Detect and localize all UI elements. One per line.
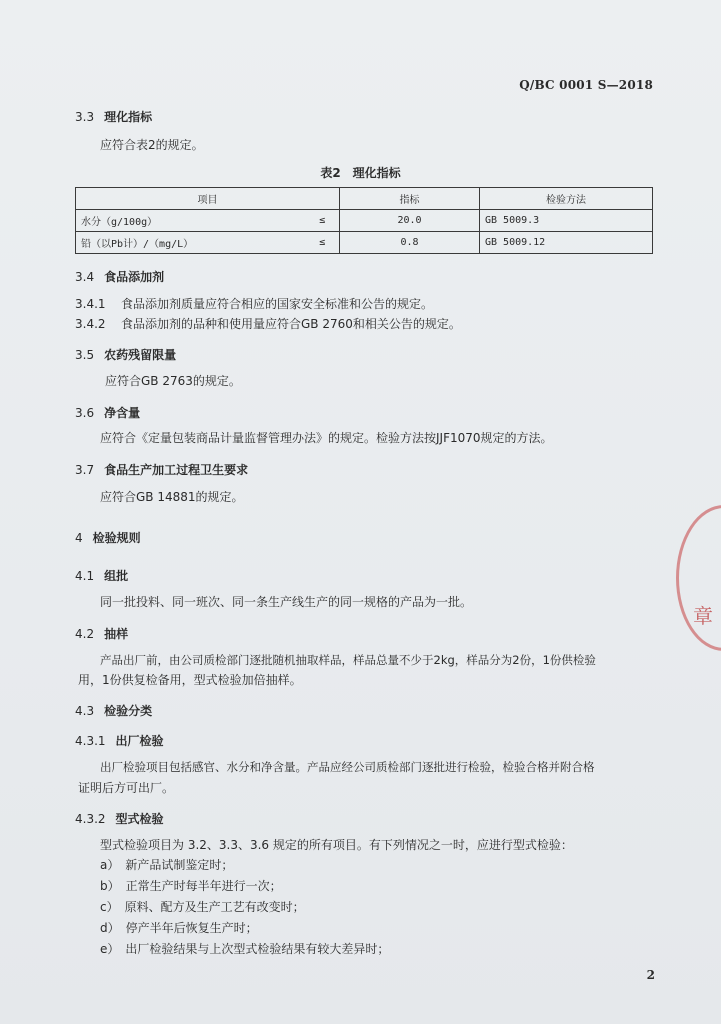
- standard-code: Q/BC 0001 S—2018: [519, 78, 653, 92]
- section-3-5-heading: 3.5 农药残留限量: [75, 348, 177, 362]
- section-4-3-2-heading: 4.3.2 型式检验: [75, 812, 164, 826]
- row-method: GB 5009.12: [480, 232, 653, 254]
- section-3-6-text: 应符合《定量包装商品计量监督管理办法》的规定。检验方法按JJF1070规定的方法。: [100, 431, 553, 445]
- section-4-2-line-1: 产品出厂前，由公司质检部门逐批随机抽取样品，样品总量不少于2kg，样品分为2份，1份供检验: [100, 653, 596, 667]
- list-item: a） 新产品试制鉴定时；: [100, 858, 234, 872]
- list-item: c） 原料、配方及生产工艺有改变时；: [100, 900, 305, 914]
- list-item: e） 出厂检验结果与上次型式检验结果有较大差异时；: [100, 942, 390, 956]
- section-3-7-heading: 3.7 食品生产加工过程卫生要求: [75, 463, 249, 477]
- clause-3-4-2: 3.4.2 食品添加剂的品种和使用量应符合GB 2760和相关公告的规定。: [75, 317, 461, 331]
- row-value: 20.0: [340, 210, 480, 232]
- row-value: 0.8: [340, 232, 480, 254]
- header-value: 指标: [340, 188, 480, 210]
- section-4-2-line-2: 用，1份供复检备用，型式检验加倍抽样。: [78, 673, 302, 687]
- red-seal-stamp: 章: [676, 505, 721, 651]
- header-method: 检验方法: [480, 188, 653, 210]
- section-3-7-text: 应符合GB 14881的规定。: [100, 490, 244, 504]
- header-item: 项目: [76, 188, 340, 210]
- table-row: [76, 210, 653, 232]
- section-4-2-heading: 4.2 抽样: [75, 627, 129, 641]
- list-item: b） 正常生产时每半年进行一次；: [100, 879, 282, 893]
- table-2: [75, 187, 653, 254]
- section-4-1-heading: 4.1 组批: [75, 569, 129, 583]
- section-3-5-text: 应符合GB 2763的规定。: [105, 374, 241, 388]
- section-4-3-1-heading: 4.3.1 出厂检验: [75, 734, 164, 748]
- row-operator: ≤: [306, 232, 340, 254]
- table-row: [76, 232, 653, 254]
- section-4-3-1-line-1: 出厂检验项目包括感官、水分和净含量。产品应经公司质检部门逐批进行检验，检验合格并附合格: [100, 760, 595, 774]
- section-3-6-heading: 3.6 净含量: [75, 406, 141, 420]
- row-method: GB 5009.3: [480, 210, 653, 232]
- row-item: 水分（g/100g）: [76, 210, 306, 232]
- section-3-3-heading: 3.3 理化指标: [75, 110, 153, 124]
- section-4-3-heading: 4.3 检验分类: [75, 704, 153, 718]
- page-number: 2: [646, 968, 655, 982]
- table-2-caption: 表2 理化指标: [320, 166, 401, 180]
- row-item: 铅（以Pb计）/（mg/L）: [76, 232, 306, 254]
- section-4-3-1-line-2: 证明后方可出厂。: [78, 781, 175, 795]
- section-3-4-heading: 3.4 食品添加剂: [75, 270, 165, 284]
- table-header-row: [76, 188, 653, 210]
- clause-3-4-1: 3.4.1 食品添加剂质量应符合相应的国家安全标准和公告的规定。: [75, 297, 434, 311]
- section-3-3-text: 应符合表2的规定。: [100, 138, 204, 152]
- section-4-1-text: 同一批投料、同一班次、同一条生产线生产的同一规格的产品为一批。: [100, 595, 473, 609]
- list-item: d） 停产半年后恢复生产时；: [100, 921, 258, 935]
- row-operator: ≤: [306, 210, 340, 232]
- section-4-3-2-intro: 型式检验项目为 3.2、3.3、3.6 规定的所有项目。有下列情况之一时，应进行型式检验：: [100, 838, 573, 852]
- section-4-heading: 4 检验规则: [75, 531, 141, 545]
